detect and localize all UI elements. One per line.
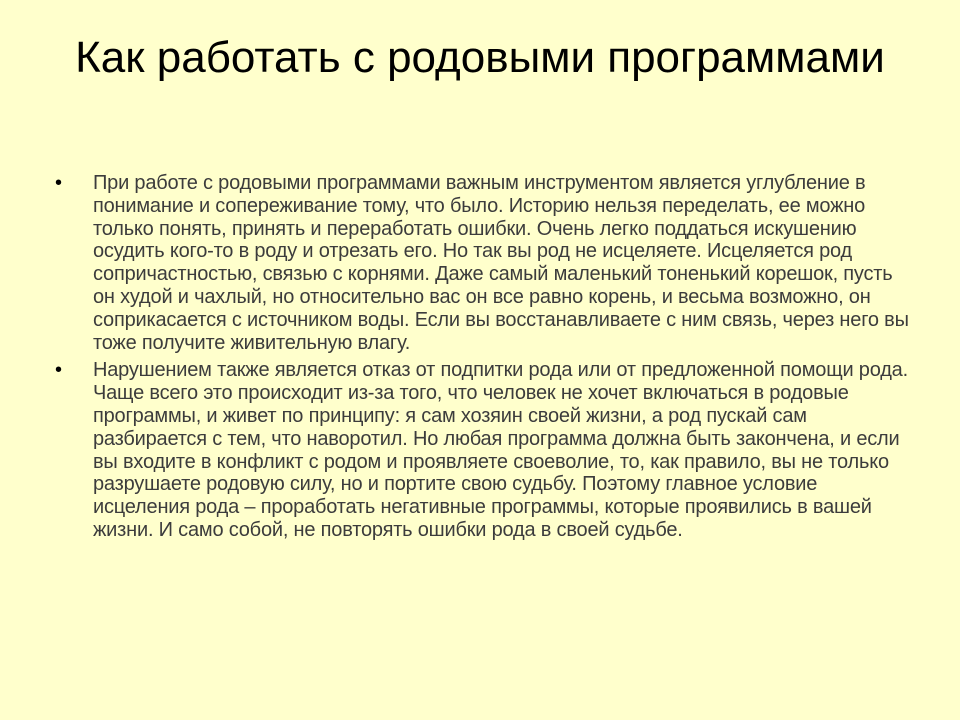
bullet-text: При работе с родовыми программами важным инструментом является углубление в понимание и сопереживание тому, что было. Историю нельзя переделать, ее можно только понять, принять и переработать ошибки. Очень легко поддаться искушению осудить кого-то в роду и отрезать его. Но так вы род не исцеляете. Исцеляется род сопричастностью, связью с корнями. Даже самый маленький тоненький корешок, пусть он худой и чахлый, но относительно вас он все равно корень, и весьма возможно, он соприкасается с источником воды. Если вы восстанавливаете с ним связь, через него вы тоже получите живительную влагу. (93, 172, 909, 354)
slide-title: Как работать с родовыми программами (75, 33, 885, 82)
bullet-marker: • (55, 172, 62, 194)
bullet-marker: • (55, 359, 62, 382)
bullet-text: Нарушением также является отказ от подпитки рода или от предложенной помощи рода. Чаще всего это происходит из-за того, что человек не хочет включаться в родовые программы, и живет по принципу: я сам хозяин своей жизни, а род пускай сам разбирается с тем, что наворотил. Но любая программа должна быть закончена, и если вы входите в конфликт с родом и проявляете своеволие, то, как правило, вы не только разрушаете родовую силу, но и портите свою судьбу. Поэтому главное условие исцеления рода – проработать негативные программы, которые проявились в вашей жизни. И само собой, не повторять ошибки рода в своей судьбе. (93, 359, 908, 541)
bullet-list (55, 172, 915, 547)
bullet-item (55, 359, 915, 541)
bullet-item (55, 172, 915, 354)
